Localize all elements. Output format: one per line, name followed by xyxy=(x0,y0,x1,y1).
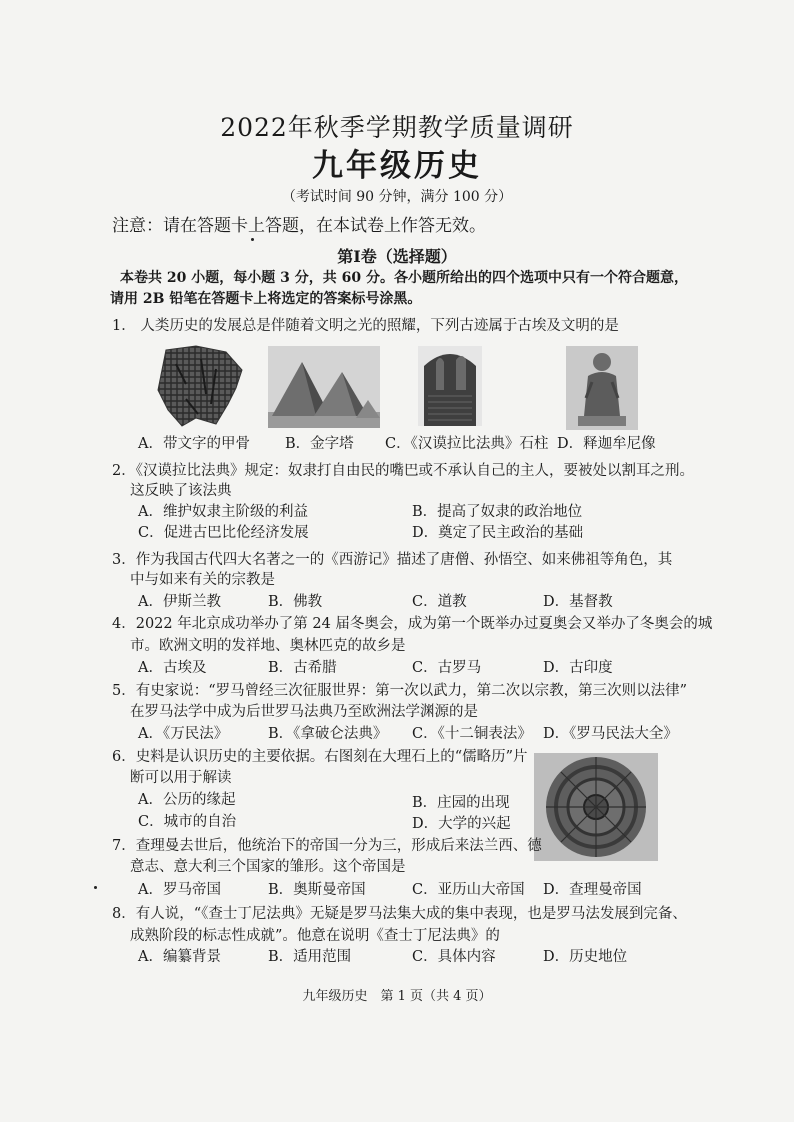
question-4-stem-line2: 市。欧洲文明的发祥地、奥林匹克的故乡是 xyxy=(130,638,406,654)
hammurabi-stele-image xyxy=(418,346,482,426)
q4-option-c: C．古罗马 xyxy=(412,660,482,676)
question-1-stem: 1． 人类历史的发展总是伴随着文明之光的照耀，下列古迹属于古埃及文明的是 xyxy=(112,318,619,334)
q5-option-b: B．《拿破仑法典》 xyxy=(268,726,388,742)
exam-notice: 注意：请在答题卡上答题，在本试卷上作答无效。 xyxy=(112,216,486,236)
q6-option-c: C．城市的自治 xyxy=(138,814,237,830)
question-8-stem: 8．有人说，“《查士丁尼法典》无疑是罗马法集大成的集中表现，也是罗马法发展到完备、 xyxy=(112,906,687,922)
q4-option-b: B．古希腊 xyxy=(268,660,337,676)
q4-option-a: A．古埃及 xyxy=(138,660,207,676)
q3-option-d: D．基督教 xyxy=(543,594,613,610)
buddha-statue-image xyxy=(566,346,638,430)
question-6-stem: 6．史料是认识历史的主要依据。右图刻在大理石上的“儒略历”片 xyxy=(112,749,528,765)
question-5-stem: 5．有史家说：“罗马曾经三次征服世界：第一次以武力，第二次以宗教，第三次则以法律” xyxy=(112,683,688,699)
page-footer: 九年级历史 第 1 页（共 4 页） xyxy=(302,989,492,1004)
q2-option-c: C．促进古巴比伦经济发展 xyxy=(138,525,309,541)
oracle-bone-image xyxy=(156,344,246,428)
question-7-stem-line2: 意志、意大利三个国家的雏形。这个帝国是 xyxy=(130,859,406,875)
pyramids-image xyxy=(268,346,380,428)
section-intro-line2: 请用 2B 铅笔在答题卡上将选定的答案标号涂黑。 xyxy=(110,291,422,307)
q6-option-a: A．公历的缘起 xyxy=(138,792,236,808)
q8-option-d: D．历史地位 xyxy=(543,949,628,965)
q1-option-a: A．带文字的甲骨 xyxy=(138,436,250,452)
q6-option-d: D．大学的兴起 xyxy=(412,816,511,832)
q5-option-c: C．《十二铜表法》 xyxy=(412,726,532,742)
q1-option-b: B．金字塔 xyxy=(285,436,354,452)
scan-speck xyxy=(94,886,97,889)
q7-option-b: B．奥斯曼帝国 xyxy=(268,882,366,898)
question-2-stem: 2．《汉谟拉比法典》规定：奴隶打自由民的嘴巴或不承认自己的主人，要被处以割耳之刑。 xyxy=(112,463,694,479)
q5-option-a: A．《万民法》 xyxy=(138,726,229,742)
question-4-stem: 4．2022 年北京成功举办了第 24 届冬奥会，成为第一个既举办过夏奥会又举办了冬奥会的城 xyxy=(112,616,713,632)
q2-option-a: A．维护奴隶主阶级的利益 xyxy=(138,504,308,520)
exam-duration-note: （考试时间 90 分钟，满分 100 分） xyxy=(281,189,513,205)
q8-option-b: B．适用范围 xyxy=(268,949,352,965)
stone-calendar-image xyxy=(534,753,658,861)
q4-option-d: D．古印度 xyxy=(543,660,613,676)
q2-option-b: B．提高了奴隶的政治地位 xyxy=(412,504,583,520)
q3-option-c: C．道教 xyxy=(412,594,467,610)
question-6-stem-line2: 断可以用于解读 xyxy=(130,770,232,786)
scan-speck xyxy=(251,238,254,241)
question-3-stem: 3．作为我国古代四大名著之一的《西游记》描述了唐僧、孙悟空、如来佛祖等角色，其 xyxy=(112,552,673,568)
section-intro-line1: 本卷共 20 小题，每小题 3 分，共 60 分。各小题所给出的四个选项中只有一个符合题意， xyxy=(120,270,688,286)
q1-option-c: C．《汉谟拉比法典》石柱 xyxy=(385,436,549,452)
q7-option-a: A．罗马帝国 xyxy=(138,882,221,898)
exam-title: 2022年秋季学期教学质量调研 xyxy=(220,113,574,142)
question-7-stem: 7．查理曼去世后，他统治下的帝国一分为三，形成后来法兰西、德 xyxy=(112,838,542,854)
q8-option-a: A．编纂背景 xyxy=(138,949,221,965)
q2-option-d: D．奠定了民主政治的基础 xyxy=(412,525,584,541)
question-2-stem-line2: 这反映了该法典 xyxy=(130,483,232,499)
q3-option-b: B．佛教 xyxy=(268,594,323,610)
q7-option-d: D．查理曼帝国 xyxy=(543,882,642,898)
exam-subject-title: 九年级历史 xyxy=(312,148,482,184)
q5-option-d: D．《罗马民法大全》 xyxy=(543,726,678,742)
q6-option-b: B．庄园的出现 xyxy=(412,795,510,811)
question-8-stem-line2: 成熟阶段的标志性成就”。他意在说明《查士丁尼法典》的 xyxy=(130,928,500,944)
q1-option-d: D．释迦牟尼像 xyxy=(557,436,656,452)
question-5-stem-line2: 在罗马法学中成为后世罗马法典乃至欧洲法学渊源的是 xyxy=(130,704,478,720)
section-title: 第Ⅰ卷（选择题） xyxy=(337,247,457,266)
question-3-stem-line2: 中与如来有关的宗教是 xyxy=(130,572,275,588)
q8-option-c: C．具体内容 xyxy=(412,949,496,965)
q3-option-a: A．伊斯兰教 xyxy=(138,594,221,610)
q7-option-c: C．亚历山大帝国 xyxy=(412,882,525,898)
